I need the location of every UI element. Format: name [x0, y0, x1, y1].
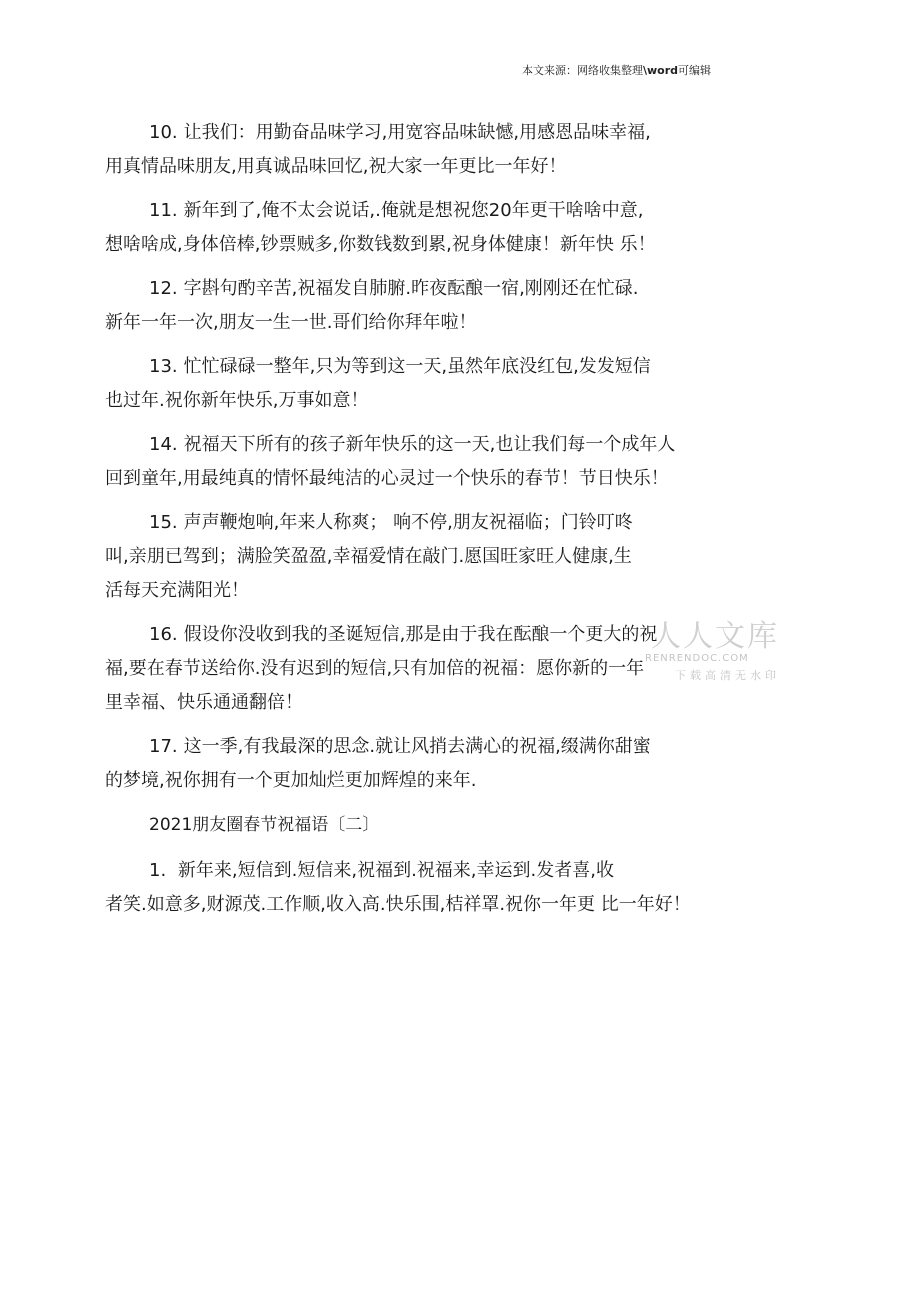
list-item-text: 忙忙碌碌一整年,只为等到这一天,虽然年底没红包,发发短信 [183, 356, 651, 377]
list-item-line [105, 194, 785, 228]
list-item [105, 730, 785, 798]
watermark-url: RENRENDOC.COM [645, 653, 749, 664]
document-body [105, 116, 785, 932]
source-note-bold: \word [643, 64, 679, 77]
list-item-text: 这一季,有我最深的思念.就让风捎去满心的祝福,缀满你甜蜜 [183, 736, 651, 757]
watermark-title: 人人文库 [651, 619, 779, 654]
list-item-line: 想啥啥成,身体倍棒,钞票贼多,你数钱数到累,祝身体健康！新年快 乐！ [105, 234, 656, 255]
list-item-number: 10. [149, 122, 178, 143]
list-item-text: 让我们：用勤奋品味学习,用宽容品味缺憾,用感恩品味幸福, [183, 122, 651, 143]
source-note-suffix: 可编辑 [678, 64, 712, 77]
watermark-slogan: 下载高清无水印 [675, 669, 780, 682]
list-item-line: 新年一年一次,朋友一生一世.哥们给你拜年啦！ [105, 312, 477, 333]
list-item [105, 350, 785, 418]
list-item-line [105, 116, 785, 150]
section-title: 2021朋友圈春节祝福语〔二〕 [149, 815, 380, 835]
list-item-text: 字斟句酌辛苦,祝福发自肺腑.昨夜酝酿一宿,刚刚还在忙碌. [183, 278, 639, 299]
source-note-prefix: 本文来源：网络收集整理 [522, 64, 643, 77]
list-item [105, 194, 785, 262]
list-item-line: 者笑.如意多,财源茂.工作顺,收入高.快乐围,桔祥罩.祝你一年更 比一年好！ [105, 894, 691, 915]
list-item-text: 声声鞭炮响,年来人称爽； 响不停,朋友祝福临；门铃叮咚 [183, 512, 633, 533]
list-item-line [105, 350, 785, 384]
list-item-line [105, 730, 785, 764]
list-item [105, 506, 785, 608]
source-note [522, 63, 711, 79]
list-item-line: 活每天充满阳光！ [105, 580, 249, 601]
list-item-text: 假设你没收到我的圣诞短信,那是由于我在酝酿一个更大的祝 [183, 624, 658, 645]
list-item-line [105, 506, 785, 540]
list-item-number: 17. [149, 736, 178, 757]
list-item-line [105, 272, 785, 306]
list-item-number: 13. [149, 356, 178, 377]
list-item [105, 618, 785, 720]
list-item-line [105, 428, 785, 462]
list-item-line: 里幸福、快乐通通翻倍！ [105, 692, 303, 713]
list-item-text: 新年到了,俺不太会说话,.俺就是想祝您20年更干啥啥中意, [183, 200, 644, 221]
list-item [105, 116, 785, 184]
list-item-number: 11. [149, 200, 178, 221]
list-item [105, 272, 785, 340]
list-item-text: 祝福天下所有的孩子新年快乐的这一天,也让我们每一个成年人 [183, 434, 676, 455]
list-item-line: 叫,亲朋已驾到；满脸笑盈盈,幸福爱情在敲门.愿国旺家旺人健康,生 [105, 546, 632, 567]
list-item-line: 福,要在春节送给你.没有迟到的短信,只有加倍的祝福：愿你新的一年 [105, 658, 645, 679]
list-item-line: 回到童年,用最纯真的情怀最纯洁的心灵过一个快乐的春节！节日快乐！ [105, 468, 669, 489]
list-item-line [105, 618, 785, 652]
list-item-number: 16. [149, 624, 178, 645]
list-item-number: 15. [149, 512, 178, 533]
list-item-line: 用真情品味朋友,用真诚品味回忆,祝大家一年更比一年好！ [105, 156, 567, 177]
list-item-text: 新年来,短信到.短信来,祝福到.祝福来,幸运到.发者喜,收 [172, 860, 614, 881]
list-item-line: 也过年.祝你新年快乐,万事如意！ [105, 390, 369, 411]
list-item-number: 1. [149, 860, 167, 881]
list-item-line: 的梦境,祝你拥有一个更加灿烂更加辉煌的来年. [105, 770, 477, 791]
list-item-number: 14. [149, 434, 178, 455]
list-item-number: 12. [149, 278, 178, 299]
list-item-line [105, 854, 785, 888]
list-item [105, 428, 785, 496]
list-item [105, 854, 785, 922]
